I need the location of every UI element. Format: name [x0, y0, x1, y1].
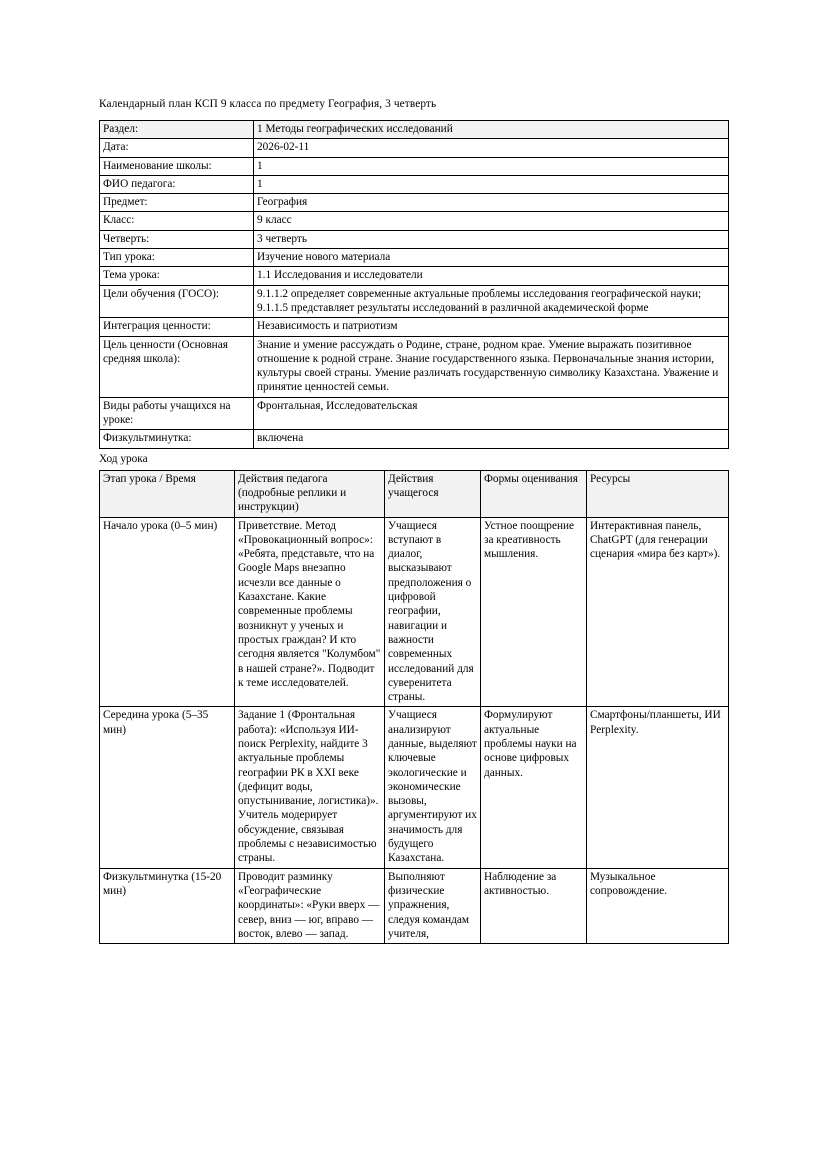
table-row: [100, 318, 729, 336]
info-value-cell: 9 класс: [254, 212, 729, 230]
column-header: Этап урока / Время: [100, 470, 235, 517]
info-label-cell: Раздел:: [100, 121, 254, 139]
lesson-flow-table: [99, 470, 729, 945]
info-value-cell: Фронтальная, Исследовательская: [254, 397, 729, 430]
resources-cell: Смартфоны/планшеты, ИИ Perplexity.: [587, 707, 729, 868]
stage-cell: Физкультминутка (15-20 мин): [100, 868, 235, 943]
info-label-cell: Тип урока:: [100, 249, 254, 267]
table-row: [100, 868, 729, 943]
table-header-row: [100, 470, 729, 517]
info-label-cell: Наименование школы:: [100, 157, 254, 175]
table-row: [100, 157, 729, 175]
info-label-cell: Дата:: [100, 139, 254, 157]
table-row: [100, 517, 729, 707]
student-actions-cell: Выполняют физические упражнения, следуя командам учителя,: [385, 868, 481, 943]
lesson-info-table: [99, 120, 729, 449]
assessment-cell: Устное поощрение за креативность мышления.: [481, 517, 587, 707]
info-value-cell: 1.1 Исследования и исследователи: [254, 267, 729, 285]
lesson-flow-header: [100, 470, 729, 517]
table-row: [100, 230, 729, 248]
info-value-cell: 1 Методы географических исследований: [254, 121, 729, 139]
info-value-cell: Изучение нового материала: [254, 249, 729, 267]
table-row: [100, 121, 729, 139]
info-label-cell: Четверть:: [100, 230, 254, 248]
info-label-cell: Физкультминутка:: [100, 430, 254, 448]
teacher-actions-cell: Задание 1 (Фронтальная работа): «Используя ИИ-поиск Perplexity, найдите 3 актуальные проблемы географии РК в XXI веке (дефицит воды, опустынивание, логистика)». Учитель модерирует обсуждение, связывая проблемы с независимостью страны.: [235, 707, 385, 868]
lesson-flow-label: Ход урока: [99, 452, 148, 465]
info-value-cell: 3 четверть: [254, 230, 729, 248]
stage-cell: Середина урока (5–35 мин): [100, 707, 235, 868]
table-row: [100, 139, 729, 157]
stage-cell: Начало урока (0–5 мин): [100, 517, 235, 707]
resources-cell: Музыкальное сопровождение.: [587, 868, 729, 943]
table-row: [100, 175, 729, 193]
page-title: Календарный план КСП 9 класса по предмету География, 3 четверть: [99, 98, 437, 110]
info-label-cell: Цель ценности (Основная средняя школа):: [100, 336, 254, 397]
info-label-cell: Тема урока:: [100, 267, 254, 285]
table-row: [100, 285, 729, 318]
info-value-cell: 2026-02-11: [254, 139, 729, 157]
assessment-cell: Наблюдение за активностью.: [481, 868, 587, 943]
teacher-actions-cell: Приветствие. Метод «Провокационный вопрос»: «Ребята, представьте, что на Google Maps внезапно исчезли все данные о Казахстане. Какие современные проблемы возникнут у ученых и простых граждан? И кто сегодня является "Колумбом" в нашей стране?». Подводит к теме исследователей.: [235, 517, 385, 707]
table-row: [100, 430, 729, 448]
column-header: Действия педагога (подробные реплики и инструкции): [235, 470, 385, 517]
student-actions-cell: Учащиеся вступают в диалог, высказывают предположения о цифровой географии, навигации и важности современных исследований для суверенитета страны.: [385, 517, 481, 707]
column-header: Формы оценивания: [481, 470, 587, 517]
lesson-info-body: [100, 121, 729, 449]
table-row: [100, 212, 729, 230]
info-label-cell: Предмет:: [100, 194, 254, 212]
teacher-actions-cell: Проводит разминку «Географические координаты»: «Руки вверх — север, вниз — юг, вправо — восток, влево — запад.: [235, 868, 385, 943]
info-value-cell: География: [254, 194, 729, 212]
info-label-cell: Класс:: [100, 212, 254, 230]
info-value-cell: 1: [254, 175, 729, 193]
info-value-cell: 1: [254, 157, 729, 175]
table-row: [100, 397, 729, 430]
info-label-cell: ФИО педагога:: [100, 175, 254, 193]
lesson-flow-body: [100, 517, 729, 944]
table-row: [100, 707, 729, 868]
info-value-cell: включена: [254, 430, 729, 448]
resources-cell: Интерактивная панель, ChatGPT (для генерации сценария «мира без карт»).: [587, 517, 729, 707]
document-content: [99, 97, 728, 944]
table-row: [100, 336, 729, 397]
table-row: [100, 249, 729, 267]
info-value-cell: Знание и умение рассуждать о Родине, стране, родном крае. Умение выражать позитивное отношение к родной стране. Знание государственного языка. Первоначальные знания истории, культуры своей страны. Умение различать государственную символику Казахстана. Уважение и принятие ценностей семьи.: [254, 336, 729, 397]
column-header: Действия учащегося: [385, 470, 481, 517]
info-value-cell: Независимость и патриотизм: [254, 318, 729, 336]
info-value-cell: 9.1.1.2 определяет современные актуальные проблемы исследования географической науки; 9.1.1.5 представляет результаты исследований в различной академической форме: [254, 285, 729, 318]
info-label-cell: Интеграция ценности:: [100, 318, 254, 336]
student-actions-cell: Учащиеся анализируют данные, выделяют ключевые экологические и экономические вызовы, аргументируют их значимость для будущего Казахстана.: [385, 707, 481, 868]
assessment-cell: Формулируют актуальные проблемы науки на основе цифровых данных.: [481, 707, 587, 868]
column-header: Ресурсы: [587, 470, 729, 517]
table-row: [100, 267, 729, 285]
info-label-cell: Цели обучения (ГОСО):: [100, 285, 254, 318]
info-label-cell: Виды работы учащихся на уроке:: [100, 397, 254, 430]
table-row: [100, 194, 729, 212]
